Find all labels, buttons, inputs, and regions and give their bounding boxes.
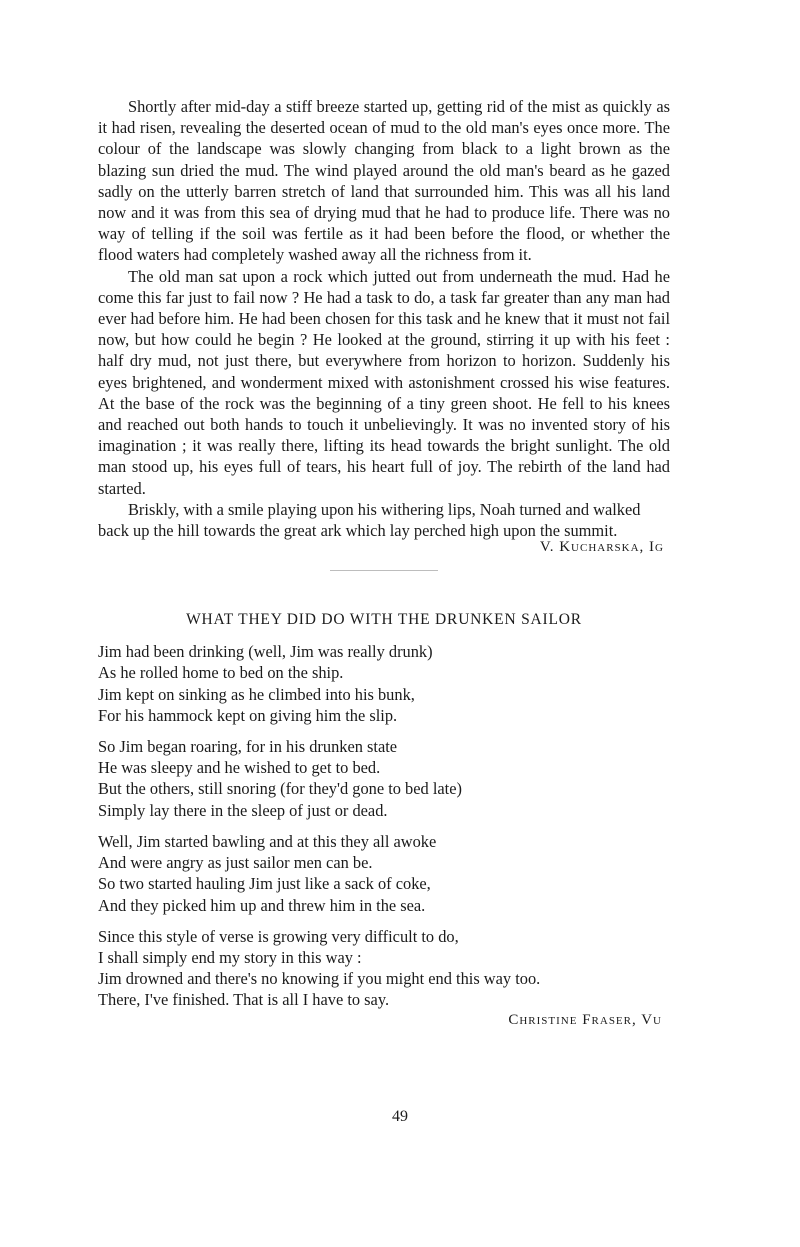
poem-line: As he rolled home to bed on the ship. <box>98 663 344 683</box>
poem-line: There, I've finished. That is all I have to say. <box>98 990 390 1010</box>
poem-line: Jim had been drinking (well, Jim was really drunk) <box>98 642 433 662</box>
poem-line: He was sleepy and he wished to get to bed. <box>98 758 381 778</box>
prose-byline: V. Kucharska, Ig <box>539 539 664 556</box>
prose-section <box>98 96 670 541</box>
poem-stanza <box>98 736 670 821</box>
prose-paragraph: The old man sat upon a rock which jutted out from underneath the mud. Had he come this far just to fail now ? He had a task to do, a task far greater than any man had ever had before him. He had been chosen for this task and he knew that it must not fail now, but how could he begin ? He looked at the ground, stirring it up with his feet : half dry mud, not just there, but everywhere from horizon to horizon. Suddenly his eyes brightened, and wonderment mixed with astonishment crossed his wise features. At the base of the rock was the beginning of a tiny green shoot. He fell to his knees and reached out both hands to touch it unbelievingly. It was no invented story of his imagination ; it was really there, lifting its head towards the bright sunlight. The old man stood up, his eyes full of tears, his heart full of joy. The rebirth of the land had started. <box>98 266 670 498</box>
poem-line: So Jim began roaring, for in his drunken state <box>98 737 398 757</box>
page-number: 49 <box>392 1108 408 1125</box>
poem-line: Jim kept on sinking as he climbed into his bunk, <box>98 684 415 704</box>
prose-paragraph: Shortly after mid-day a stiff breeze started up, getting rid of the mist as quickly as it had risen, revealing the deserted ocean of mud to the old man's eyes once more. The colour of the landscape was slowly changing from black to a light brown as the blazing sun dried the mud. The wind played around the old man's beard as he gazed sadly on the utterly barren stretch of land that surrounded him. This was all his land now and it was from this sea of drying mud that he had to produce life. There was no way of telling if the soil was fertile as it had been before the flood, or whether the flood waters had completely washed away all the richness from it. <box>98 97 670 265</box>
poem-line: Since this style of verse is growing very difficult to do, <box>98 926 459 946</box>
poem-title: WHAT THEY DID DO WITH THE DRUNKEN SAILOR <box>186 611 582 629</box>
poem-stanza <box>98 641 670 726</box>
poem-line: I shall simply end my story in this way : <box>98 947 362 967</box>
poem-stanza <box>98 831 670 916</box>
page-content <box>98 96 670 1029</box>
prose-paragraph: Briskly, with a smile playing upon his withering lips, Noah turned and walked back up the hill towards the great ark which lay perched high upon the summit. <box>98 499 641 541</box>
poem-byline: Christine Fraser, Vu <box>508 1011 662 1028</box>
poem-line: But the others, still snoring (for they'd gone to bed late) <box>98 779 462 799</box>
poem <box>98 641 670 1010</box>
poem-line: Well, Jim started bawling and at this they all awoke <box>98 831 437 851</box>
poem-stanza <box>98 926 670 1011</box>
poem-line: For his hammock kept on giving him the slip. <box>98 705 398 725</box>
poem-line: Jim drowned and there's no knowing if you might end this way too. <box>98 969 541 989</box>
poem-line: So two started hauling Jim just like a sack of coke, <box>98 874 431 894</box>
poem-line: Simply lay there in the sleep of just or dead. <box>98 800 388 820</box>
section-divider <box>330 570 438 571</box>
poem-line: And were angry as just sailor men can be. <box>98 853 373 873</box>
poem-line: And they picked him up and threw him in the sea. <box>98 895 426 915</box>
